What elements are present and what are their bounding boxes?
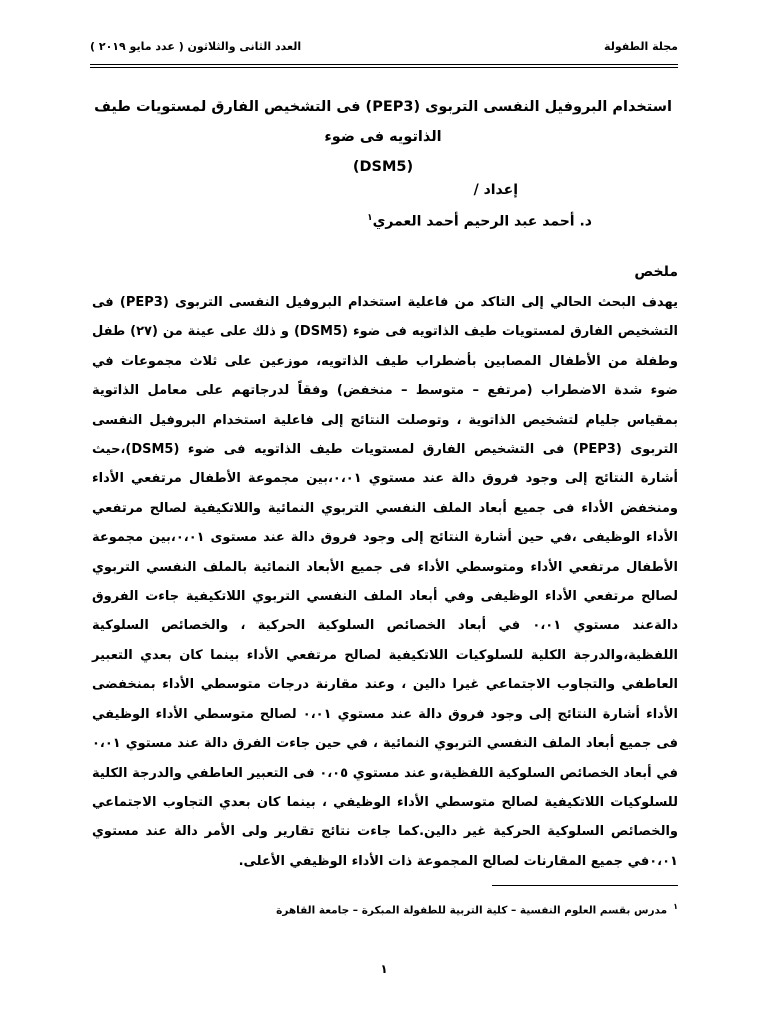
prepared-by-label: إعداد /	[473, 182, 518, 198]
author-text: د. أحمد عبد الرحيم أحمد العمري	[372, 213, 592, 230]
abstract	[92, 258, 678, 876]
footnote-divider	[492, 885, 678, 886]
abstract-body: يهدف البحث الحالي إلى التاكد من فاعلية استخدام البروفيل النفسى التربوى (PEP3) فى التشخيص الفارق لمستويات طيف الذاتويه فى ضوء (DSM5) و ذلك على عينة من (٢٧) طفل وطفلة من الأطفال المصابين بأضطراب طيف الذاتويه، موزعين على ثلاث مجموعات في ضوء شدة الاضطراب (مرتفع – متوسط – منخفض) وفقاً لدرجاتهم على معامل الذاتوية بمقياس جليام لتشخيص الذاتوية ، وتوصلت النتائج إلى فاعلية استخدام البروفيل النفسى التربوى (PEP3) فى التشخيص الفارق لمستويات طيف الذاتويه فى ضوء (DSM5)،حيث أشارة النتائج إلى وجود فروق دالة عند مستوي ٠،٠١،بين مجموعة الأطفال مرتفعي الأداء ومنخفض الأداء فى جميع أبعاد الملف النفسي التربوي النمائية واللاتكيفية لصالح مرتفعي الأداء الوظيفى ،في حين أشارة النتائج إلى وجود فروق دالة عند مستوى ٠،٠١،بين مجموعة الأطفال مرتفعي الأداء ومتوسطي الأداء فى جميع الأبعاد النمائية بالملف النفسي التربوي لصالح مرتفعي الأداء الوظيفى وفي أبعاد الملف النفسي التربوي اللاتكيفية جاءت الفروق دالةعند مستوي ٠،٠١ في أبعاد الخصائص السلوكية الحركية ، والخصائص السلوكية اللفظية،والدرجة الكلية للسلوكيات اللاتكيفية لصالح مرتفعي الأداء بينما كان بعدي التعبير العاطفي والتجاوب الاجتماعي غيرا دالين ، وعند مقارنة درجات متوسطي الأداء بمنخفضى الأداء أشارة النتائج إلى وجود فروق دالة عند مستوي ٠،٠١ لصالح متوسطي الأداء الوظيفي فى جميع أبعاد الملف النفسي التربوي النمائية ، في حين جاءت الفرق دالة عند مستوي ٠،٠١ في أبعاد الخصائص السلوكية اللفظية،و عند مستوي ٠،٠٥ فى التعبير العاطفي والدرجة الكلية للسلوكيات اللاتكيفية لصالح متوسطي الأداء الوظيفي ، بينما كان بعدي التجاوب الاجتماعي والخصائص السلوكية الحركية غير دالين.كما جاءت نتائج تقارير ولى الأمر دالة عند مستوي ٠،٠١في جميع المقارنات لصالح المجموعة ذات الأداء الوظيفي الأعلى.	[92, 295, 679, 869]
footnote-text: مدرس بقسم العلوم النفسية – كلية التربية للطفولة المبكرة – جامعة القاهرة	[276, 904, 668, 917]
title-line-2: (DSM5)	[352, 159, 414, 175]
author-footnote-marker: ١	[367, 213, 373, 223]
page-number: ١	[380, 962, 388, 976]
paper-title	[88, 92, 678, 182]
page-header	[90, 38, 678, 60]
author-name	[178, 204, 678, 236]
title-line-1: استخدام البروفيل النفسى التربوى (PEP3) فى التشخيص الفارق لمستويات طيف الذاتويه فى ضوء	[94, 99, 672, 145]
footnote	[178, 902, 678, 917]
footnote-marker: ١	[673, 902, 678, 911]
journal-name: مجلة الطفولة	[604, 40, 678, 53]
abstract-heading: ملخص	[634, 264, 678, 280]
issue-info: العدد الثانى والثلاثون ( عدد مايو ٢٠١٩ )	[90, 40, 302, 53]
prepared-by	[178, 176, 678, 236]
header-divider	[90, 64, 678, 68]
